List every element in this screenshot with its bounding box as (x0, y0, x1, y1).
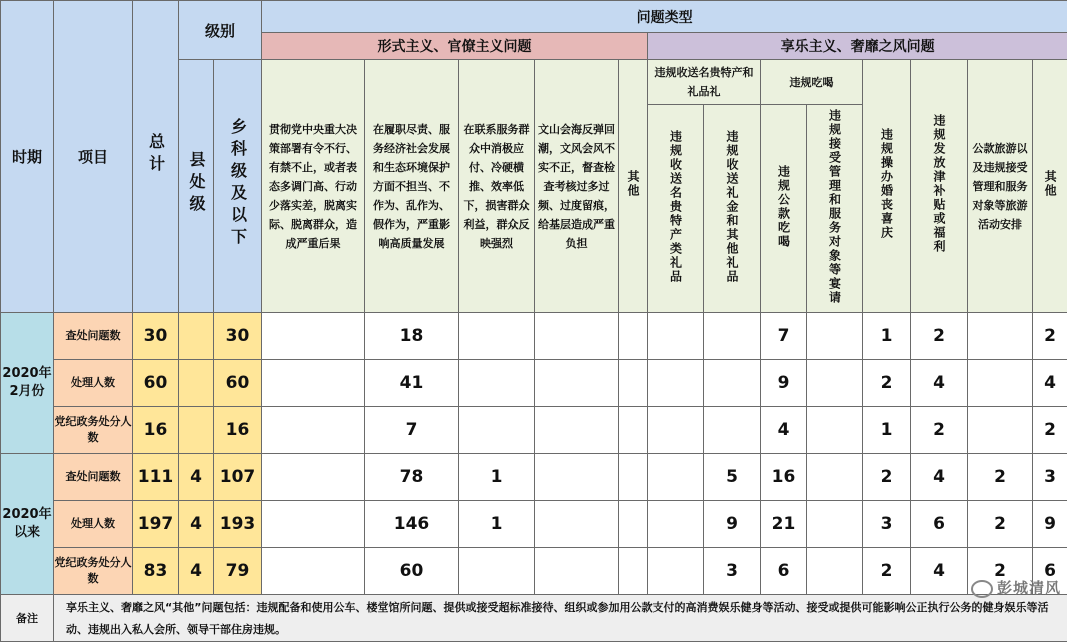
travel-header: 公款旅游以及违规接受管理和服务对象等旅游活动安排 (968, 60, 1033, 313)
hedonism-other-header: 其他 (1033, 60, 1067, 313)
data-cell: 4 (911, 548, 968, 595)
data-cell: 3 (863, 501, 911, 548)
data-cell: 78 (365, 454, 459, 501)
data-cell (619, 501, 648, 548)
problem-type-header: 问题类型 (262, 1, 1067, 33)
formalism-col-4: 文山会海反弹回潮，文风会风不实不正，督查检查考核过多过频、过度留痕，给基层造成严重负担 (535, 60, 619, 313)
data-cell (648, 454, 704, 501)
data-cell (459, 360, 535, 407)
watermark (971, 577, 1061, 598)
data-cell (535, 454, 619, 501)
formalism-col-3: 在联系服务群众中消极应付、冷硬横推、效率低下，损害群众利益，群众反映强烈 (459, 60, 535, 313)
item-cell: 党纪政务处分人数 (54, 548, 133, 595)
data-cell: 4 (1033, 360, 1067, 407)
data-cell (535, 501, 619, 548)
note-text: 享乐主义、奢靡之风“其他”问题包括：违规配备和使用公车、楼堂馆所问题、提供或接受超标准接待、组织或参加用公款支付的高消费娱乐健身等活动、接受或提供可能影响公正执行公务的健身娱乐等活动、违规出入私人会所、领导干部住房违规。 (54, 595, 1067, 642)
data-cell (262, 548, 365, 595)
data-cell (262, 407, 365, 454)
township-cell: 193 (214, 501, 262, 548)
data-cell (648, 313, 704, 360)
data-cell (262, 454, 365, 501)
data-cell: 2 (968, 501, 1033, 548)
data-cell (535, 313, 619, 360)
data-cell (807, 360, 863, 407)
data-cell (807, 313, 863, 360)
data-cell (619, 548, 648, 595)
gift-1-header: 违规收送名贵特产类礼品 (648, 105, 704, 313)
total-header: 总计 (133, 1, 179, 313)
table-row (1, 313, 1067, 360)
wechat-icon (971, 580, 993, 598)
data-cell: 1 (459, 501, 535, 548)
data-cell (648, 360, 704, 407)
township-cell: 16 (214, 407, 262, 454)
data-cell: 6 (761, 548, 807, 595)
data-cell (807, 454, 863, 501)
data-cell: 41 (365, 360, 459, 407)
watermark-text: 彭城清风 (997, 579, 1061, 597)
total-cell: 83 (133, 548, 179, 595)
data-cell: 4 (911, 360, 968, 407)
table-row (1, 548, 1067, 595)
hedonism-header: 享乐主义、奢靡之风问题 (648, 33, 1067, 60)
data-cell (648, 501, 704, 548)
total-cell: 30 (133, 313, 179, 360)
county-cell: 4 (179, 454, 214, 501)
township-cell: 30 (214, 313, 262, 360)
item-cell: 查处问题数 (54, 313, 133, 360)
data-cell: 2 (1033, 407, 1067, 454)
note-label: 备注 (1, 595, 54, 642)
data-cell (704, 407, 761, 454)
data-cell (807, 407, 863, 454)
data-cell (648, 407, 704, 454)
data-cell: 21 (761, 501, 807, 548)
county-cell (179, 407, 214, 454)
item-cell: 查处问题数 (54, 454, 133, 501)
township-cell: 79 (214, 548, 262, 595)
period-cell: 2020年2月份 (1, 313, 54, 454)
data-cell (535, 360, 619, 407)
data-cell (619, 360, 648, 407)
data-cell: 6 (1033, 548, 1067, 595)
data-cell: 18 (365, 313, 459, 360)
subsidy-header: 违规发放津补贴或福利 (911, 60, 968, 313)
formalism-col-2: 在履职尽责、服务经济社会发展和生态环境保护方面不担当、不作为、乱作为、假作为，严重影响高质量发展 (365, 60, 459, 313)
data-cell: 6 (911, 501, 968, 548)
data-cell: 1 (863, 313, 911, 360)
data-cell: 3 (1033, 454, 1067, 501)
total-cell: 60 (133, 360, 179, 407)
data-cell: 2 (911, 313, 968, 360)
data-cell: 2 (863, 360, 911, 407)
total-cell: 197 (133, 501, 179, 548)
data-cell (619, 313, 648, 360)
county-cell: 4 (179, 501, 214, 548)
note-row (1, 595, 1067, 642)
data-cell: 2 (968, 548, 1033, 595)
period-header: 时期 (1, 1, 54, 313)
data-cell: 2 (911, 407, 968, 454)
data-cell: 60 (365, 548, 459, 595)
table-row (1, 407, 1067, 454)
item-cell: 处理人数 (54, 501, 133, 548)
data-cell (459, 313, 535, 360)
county-cell (179, 360, 214, 407)
data-cell: 2 (863, 454, 911, 501)
item-cell: 处理人数 (54, 360, 133, 407)
data-cell (459, 548, 535, 595)
township-cell: 107 (214, 454, 262, 501)
data-cell: 1 (459, 454, 535, 501)
data-cell (968, 407, 1033, 454)
period-cell: 2020年以来 (1, 454, 54, 595)
data-cell (968, 313, 1033, 360)
table-row (1, 501, 1067, 548)
item-cell: 党纪政务处分人数 (54, 407, 133, 454)
data-cell: 5 (704, 454, 761, 501)
total-cell: 16 (133, 407, 179, 454)
data-cell (619, 454, 648, 501)
data-cell: 9 (1033, 501, 1067, 548)
formalism-col-1: 贯彻党中央重大决策部署有令不行、有禁不止，或者表态多调门高、行动少落实差，脱离实际、脱离群众，造成严重后果 (262, 60, 365, 313)
data-cell (704, 360, 761, 407)
data-cell (535, 407, 619, 454)
formalism-col-other: 其他 (619, 60, 648, 313)
county-level-header: 县处级 (179, 60, 214, 313)
data-cell (262, 313, 365, 360)
data-cell: 1 (863, 407, 911, 454)
data-cell (807, 548, 863, 595)
data-cell: 16 (761, 454, 807, 501)
table-row (1, 360, 1067, 407)
formalism-header: 形式主义、官僚主义问题 (262, 33, 648, 60)
data-cell (535, 548, 619, 595)
data-cell: 7 (365, 407, 459, 454)
data-cell (262, 501, 365, 548)
data-cell (807, 501, 863, 548)
data-cell: 3 (704, 548, 761, 595)
dining-group-header: 违规吃喝 (761, 60, 863, 105)
data-cell: 9 (704, 501, 761, 548)
item-header: 项目 (54, 1, 133, 313)
data-cell (459, 407, 535, 454)
data-cell (968, 360, 1033, 407)
township-level-header: 乡科级及以下 (214, 60, 262, 313)
dining-1-header: 违规公款吃喝 (761, 105, 807, 313)
total-cell: 111 (133, 454, 179, 501)
county-cell: 4 (179, 548, 214, 595)
dining-2-header: 违规接受管理和服务对象等宴请 (807, 105, 863, 313)
data-cell: 2 (968, 454, 1033, 501)
data-cell (704, 313, 761, 360)
data-cell: 2 (863, 548, 911, 595)
gift-group-header: 违规收送名贵特产和礼品礼 (648, 60, 761, 105)
data-cell: 146 (365, 501, 459, 548)
data-cell (648, 548, 704, 595)
county-cell (179, 313, 214, 360)
data-cell: 4 (911, 454, 968, 501)
data-cell (262, 360, 365, 407)
data-cell (619, 407, 648, 454)
wedding-header: 违规操办婚丧喜庆 (863, 60, 911, 313)
level-header: 级别 (179, 1, 262, 60)
data-cell: 7 (761, 313, 807, 360)
gift-2-header: 违规收送礼金和其他礼品 (704, 105, 761, 313)
data-cell: 2 (1033, 313, 1067, 360)
data-cell: 9 (761, 360, 807, 407)
township-cell: 60 (214, 360, 262, 407)
data-cell: 4 (761, 407, 807, 454)
table-row (1, 454, 1067, 501)
